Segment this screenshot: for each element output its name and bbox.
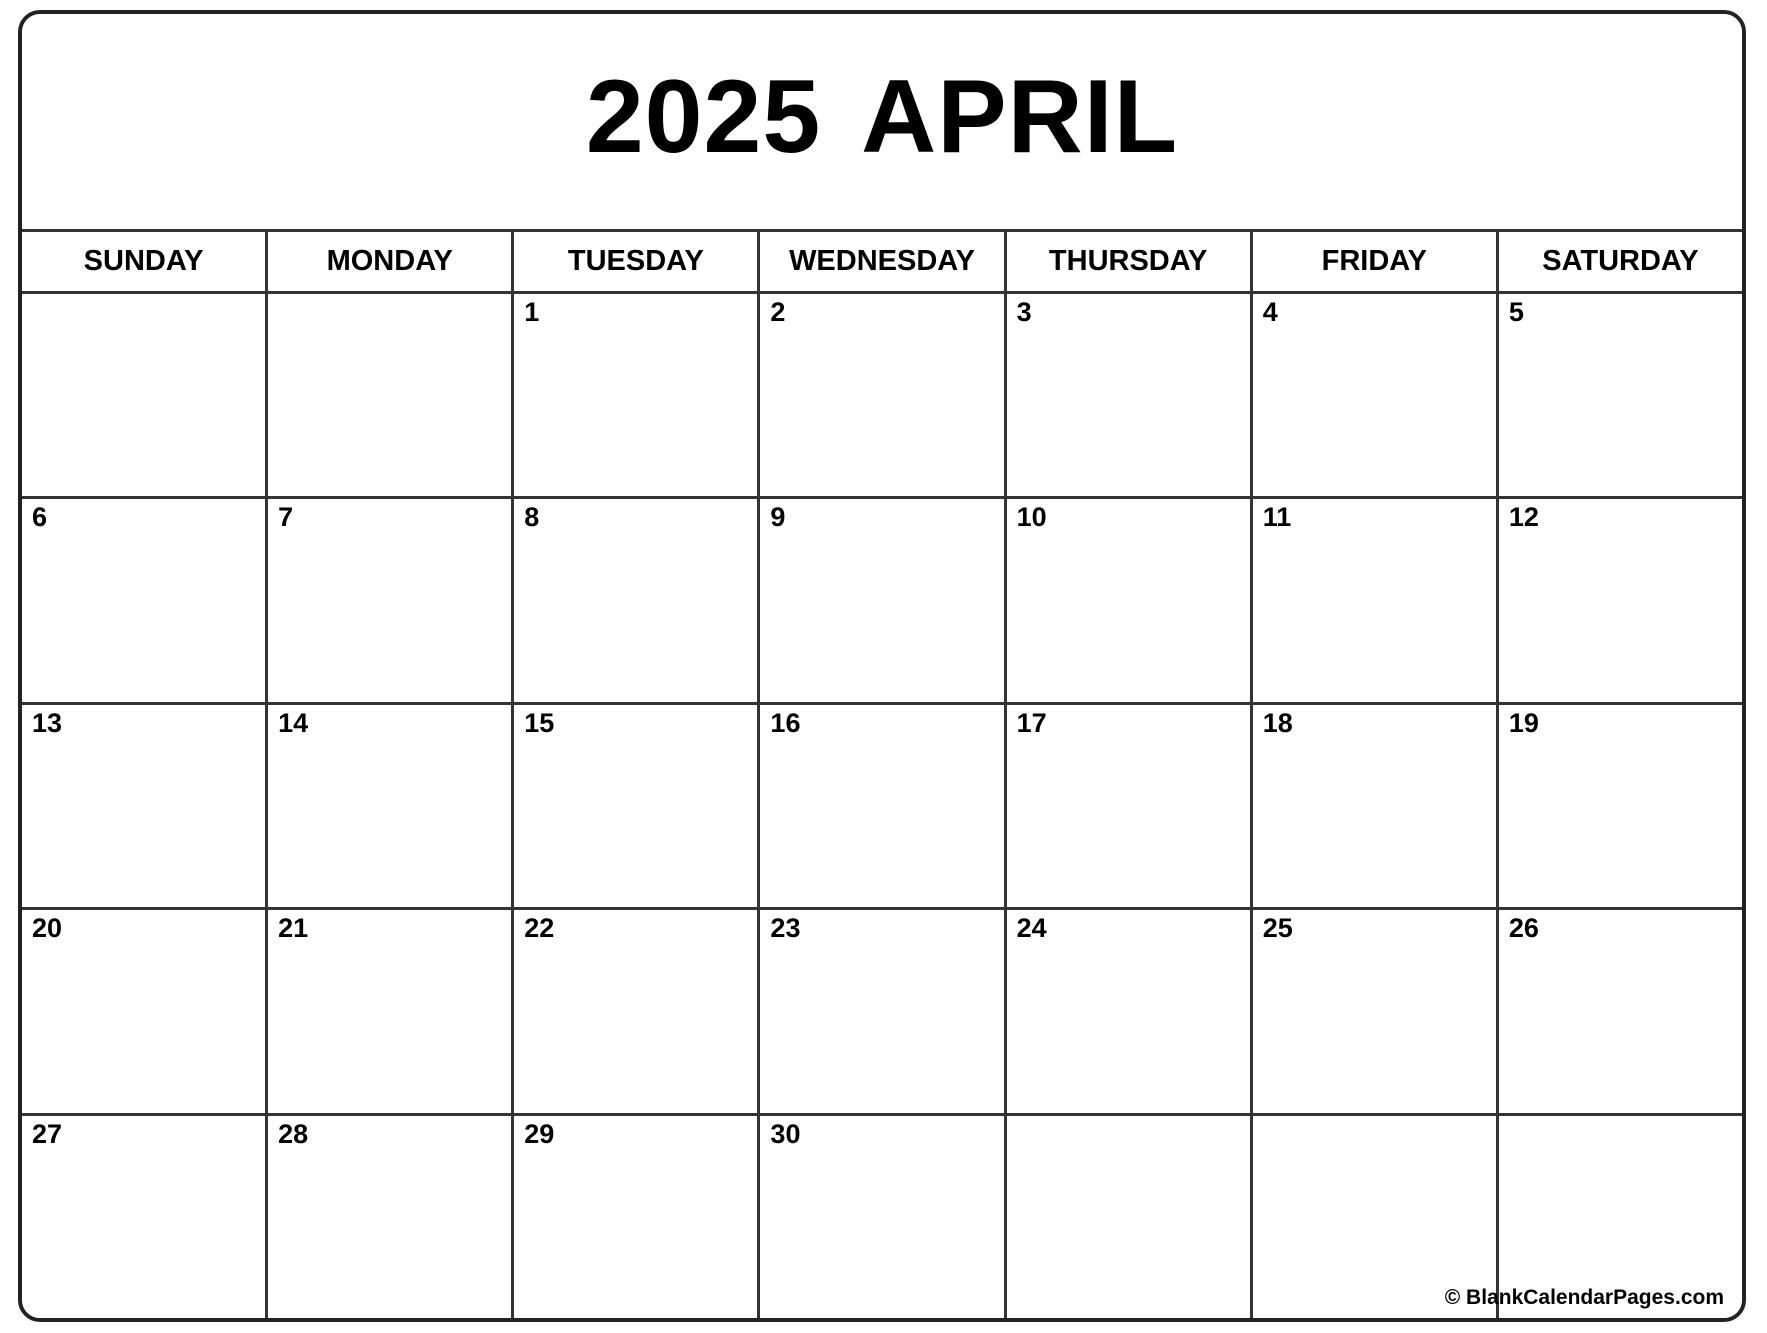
day-number: 17: [1016, 707, 1047, 738]
day-number: 12: [1508, 502, 1539, 533]
day-number: 2: [770, 297, 786, 327]
day-cell[interactable]: [514, 705, 760, 907]
day-number: 15: [524, 707, 555, 738]
day-number: 4: [1262, 297, 1278, 327]
weekday-header-tuesday: TUESDAY: [514, 232, 760, 291]
day-number: 30: [770, 1118, 801, 1149]
day-number: 1: [524, 297, 540, 327]
day-cell[interactable]: [1007, 705, 1253, 907]
day-cell[interactable]: [22, 499, 268, 701]
day-cell[interactable]: [268, 294, 514, 496]
day-cell[interactable]: [760, 910, 1006, 1112]
day-number: 20: [32, 913, 63, 944]
day-number: 24: [1016, 913, 1047, 944]
weekday-header-thursday: THURSDAY: [1007, 232, 1253, 291]
day-cell[interactable]: [1007, 910, 1253, 1112]
day-cell[interactable]: [760, 705, 1006, 907]
day-cell[interactable]: [1253, 499, 1499, 701]
day-cell[interactable]: [514, 1116, 760, 1318]
week-row: [22, 294, 1742, 499]
day-number: 27: [32, 1118, 63, 1149]
day-cell[interactable]: [268, 705, 514, 907]
day-cell[interactable]: [22, 705, 268, 907]
calendar-container: [18, 10, 1746, 1322]
day-cell[interactable]: [1499, 910, 1742, 1112]
day-cell[interactable]: [22, 1116, 268, 1318]
day-number: 6: [32, 502, 48, 533]
day-number: 3: [1016, 297, 1032, 327]
day-cell[interactable]: [22, 294, 268, 496]
day-number: 25: [1262, 913, 1293, 944]
day-number: 13: [32, 707, 63, 738]
day-cell[interactable]: [760, 1116, 1006, 1318]
calendar-title-bar: [22, 14, 1742, 232]
day-number: 8: [524, 502, 540, 533]
week-row: [22, 499, 1742, 704]
day-number: 21: [278, 913, 309, 944]
day-number: 10: [1016, 502, 1047, 533]
day-number: 23: [770, 913, 801, 944]
day-cell[interactable]: [268, 910, 514, 1112]
day-cell[interactable]: [1007, 294, 1253, 496]
day-cell[interactable]: [1253, 910, 1499, 1112]
week-row: [22, 705, 1742, 910]
day-cell[interactable]: [268, 499, 514, 701]
day-number: 18: [1262, 707, 1293, 738]
day-cell[interactable]: [22, 910, 268, 1112]
day-cell[interactable]: [1253, 294, 1499, 496]
weekday-header-sunday: SUNDAY: [22, 232, 268, 291]
weekday-header-saturday: SATURDAY: [1499, 232, 1742, 291]
weekday-header-row: [22, 232, 1742, 294]
day-cell[interactable]: [1499, 705, 1742, 907]
day-cell[interactable]: [1253, 705, 1499, 907]
day-cell[interactable]: [1499, 294, 1742, 496]
weekday-header-wednesday: WEDNESDAY: [760, 232, 1006, 291]
page-title: [586, 58, 1178, 185]
day-number: 19: [1508, 707, 1539, 738]
day-number: 11: [1262, 502, 1292, 533]
week-row: [22, 910, 1742, 1115]
day-cell[interactable]: [514, 910, 760, 1112]
day-cell[interactable]: [760, 294, 1006, 496]
title-month: APRIL: [861, 59, 1179, 175]
title-year: 2025: [585, 59, 822, 175]
day-cell[interactable]: [268, 1116, 514, 1318]
weekday-header-monday: MONDAY: [268, 232, 514, 291]
day-cell[interactable]: [1007, 499, 1253, 701]
day-number: 14: [278, 707, 309, 738]
day-number: 28: [278, 1118, 309, 1149]
day-cell[interactable]: [514, 294, 760, 496]
day-cell[interactable]: [1007, 1116, 1253, 1318]
day-cell[interactable]: [1499, 499, 1742, 701]
day-number: 26: [1508, 913, 1539, 944]
day-number: 7: [278, 502, 294, 533]
copyright-credit: © BlankCalendarPages.com: [1444, 1286, 1724, 1309]
day-cell[interactable]: [760, 499, 1006, 701]
day-number: 5: [1508, 297, 1524, 327]
day-cell[interactable]: [514, 499, 760, 701]
day-number: 22: [524, 913, 555, 944]
day-number: 29: [524, 1118, 555, 1149]
day-number: 9: [770, 502, 786, 533]
day-number: 16: [770, 707, 801, 738]
calendar-weeks: [22, 294, 1742, 1318]
weekday-header-friday: FRIDAY: [1253, 232, 1499, 291]
